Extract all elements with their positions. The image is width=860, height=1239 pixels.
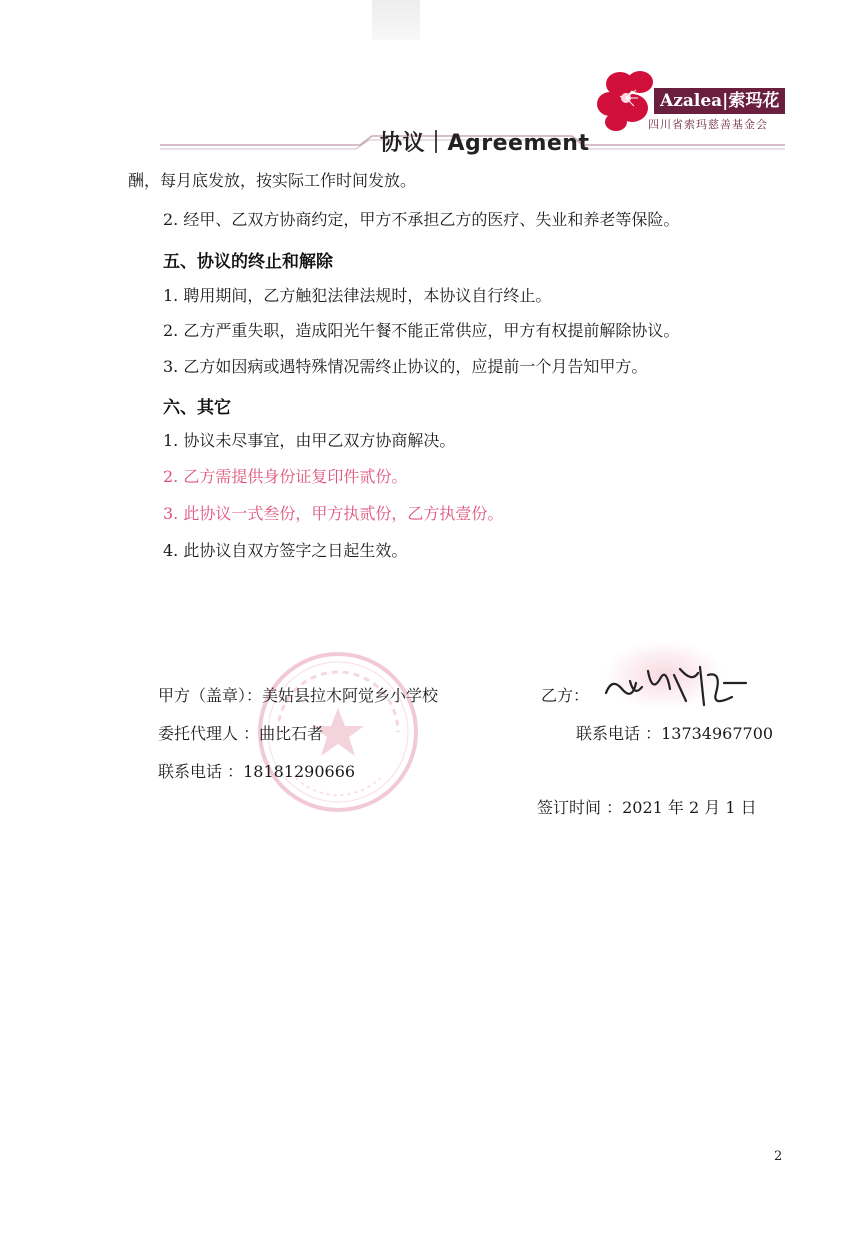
list-item: 1. 聘用期间，乙方触犯法律法规时，本协议自行终止。	[163, 286, 552, 305]
page-title: 协议｜Agreement	[380, 131, 590, 156]
list-item: 1. 协议未尽事宜，由甲乙双方协商解决。	[163, 431, 456, 450]
handwritten-signature	[600, 653, 750, 717]
list-item: 2. 乙方需提供身份证复印件贰份。	[163, 467, 408, 486]
page-number: 2	[774, 1149, 783, 1164]
clause-insurance: 2. 经甲、乙双方协商约定，甲方不承担乙方的医疗、失业和养老等保险。	[163, 210, 680, 229]
salary-continuation: 酬，每月底发放，按实际工作时间发放。	[128, 171, 417, 190]
list-item: 3. 乙方如因病或遇特殊情况需终止协议的，应提前一个月告知甲方。	[163, 357, 648, 376]
list-item: 2. 乙方严重失职，造成阳光午餐不能正常供应，甲方有权提前解除协议。	[163, 321, 680, 340]
party-a-phone: 联系电话 ：18181290666	[158, 762, 356, 781]
logo-subtitle: 四川省索玛慈善基金会	[648, 118, 768, 131]
signed-date: 签订时间 ：2021 年 2 月 1 日	[537, 798, 757, 817]
agent-line: 委托代理人 ：曲比石者	[158, 724, 324, 743]
section-heading-termination: 五、协议的终止和解除	[163, 252, 333, 272]
party-a-line: 甲方（盖章）：美姑县拉木阿觉乡小学校	[158, 686, 439, 705]
azalea-logo	[596, 68, 792, 134]
list-item: 4. 此协议自双方签字之日起生效。	[163, 541, 408, 560]
list-item: 3. 此协议一式叁份，甲方执贰份，乙方执壹份。	[163, 504, 504, 523]
scan-artifact	[372, 0, 420, 40]
section-heading-other: 六、其它	[163, 398, 231, 418]
party-b-label: 乙方：	[541, 686, 590, 705]
logo-brand-text: Azalea|索玛花	[654, 88, 785, 114]
party-b-phone: 联系电话 ：13734967700	[576, 724, 774, 743]
